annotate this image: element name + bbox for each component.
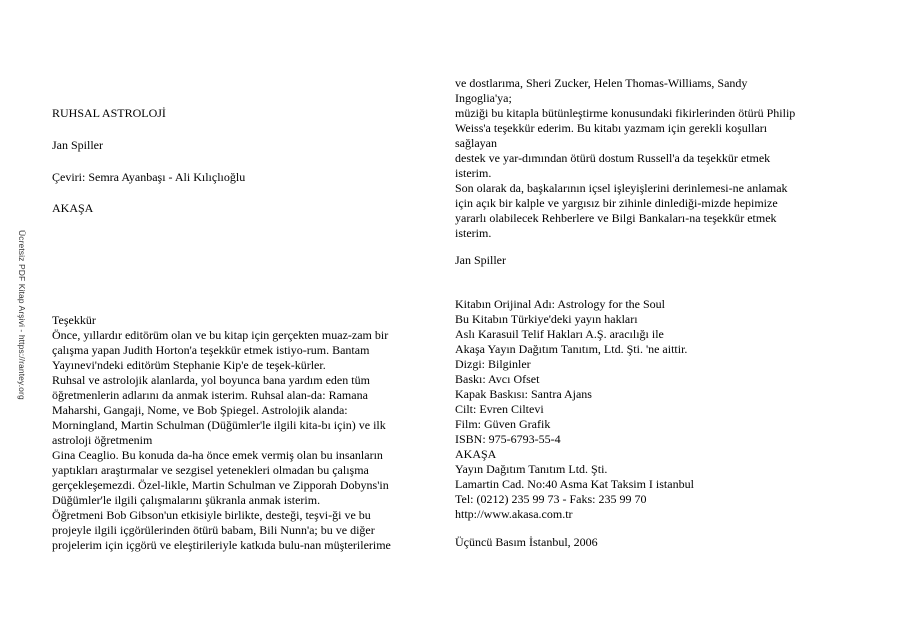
colophon-line: Aslı Karasuil Telif Hakları A.Ş. aracılığı ile — [455, 327, 664, 341]
colophon-line: Yayın Dağıtım Tanıtım Ltd. Şti. — [455, 462, 608, 476]
colophon-line: Baskı: Avcı Ofset — [455, 372, 540, 386]
website-url: http://www.akasa.com.tr — [455, 507, 573, 521]
acknowledgement-heading: Teşekkür — [52, 313, 96, 327]
text-line: projelerim için içgörü ve eleştirileriyle katkıda bulu-nan müşterilerime — [52, 538, 391, 552]
colophon-line: Bu Kitabın Türkiye'deki yayın hakları — [455, 312, 638, 326]
text-line: Önce, yıllardır editörüm olan ve bu kitap için gerçekten muaz-zam bir — [52, 328, 389, 342]
colophon-line: AKAŞA — [455, 447, 497, 461]
text-line: Öğretmeni Bob Gibson'un etkisiyle birlikte, desteği, teşvi-ği ve bu — [52, 508, 371, 522]
text-line: Gina Ceaglio. Bu konuda da-ha önce emek vermiş olan bu insanların — [52, 448, 383, 462]
colophon-line: Dizgi: Bilginler — [455, 357, 531, 371]
watermark-text: Ücretsiz PDF Kitap Arşivi - https://rantey.org — [17, 230, 27, 400]
text-line: Weiss'a teşekkür ederim. Bu kitabı yazmam için gerekli koşulları — [455, 121, 768, 135]
colophon — [455, 297, 694, 522]
text-line: yararlı olabilecek Rehberlere ve Bilgi Bankaları-na teşekkür etmek — [455, 211, 777, 225]
text-line: öğretmenlerin adlarını da anmak isterim. Ruhsal alan-da: Ramana — [52, 388, 368, 402]
text-line: Morningland, Martin Schulman (Düğümler'le ilgili kita-bı için) ve ilk — [52, 418, 386, 432]
colophon-line: ISBN: 975-6793-55-4 — [455, 432, 561, 446]
text-line: sağlayan — [455, 136, 497, 150]
author-name: Jan Spiller — [52, 138, 103, 152]
text-line: Ruhsal ve astrolojik alanlarda, yol boyunca bana yardım eden tüm — [52, 373, 370, 387]
colophon-line: Tel: (0212) 235 99 73 - Faks: 235 99 70 — [455, 492, 647, 506]
text-line: Düğümler'le ilgili çalışmalarını şükranla anmak isterim. — [52, 493, 321, 507]
text-line: çalışma yapan Judith Horton'a teşekkür etmek istiyo-rum. Bantam — [52, 343, 370, 357]
colophon-line: Akaşa Yayın Dağıtım Tanıtım, Ltd. Şti. 'ne aittir. — [455, 342, 688, 356]
translators: Çeviri: Semra Ayanbaşı - Ali Kılıçlıoğlu — [52, 170, 246, 184]
colophon-line: Kitabın Orijinal Adı: Astrology for the Soul — [455, 297, 665, 311]
colophon-line: Lamartin Cad. No:40 Asma Kat Taksim I istanbul — [455, 477, 694, 491]
signature: Jan Spiller — [455, 253, 506, 267]
text-line: isterim. — [455, 226, 492, 240]
text-line: için açık bir kalple ve yargısız bir zihinle dinlediği-mizde hepimize — [455, 196, 778, 210]
text-line: isterim. — [455, 166, 492, 180]
text-line: gerçekleşemezdi. Özel-likle, Martin Schulman ve Zipporah Dobyns'in — [52, 478, 389, 492]
text-line: yaptıkları araştırmalar ve sezgisel yetenekleri olmadan bu çalışma — [52, 463, 369, 477]
colophon-line: Film: Güven Grafik — [455, 417, 551, 431]
text-line: destek ve yar-dımından ötürü dostum Russell'a da teşekkür etmek — [455, 151, 771, 165]
text-line: Maharshi, Gangaji, Nome, ve Bob Şpiegel. Astrolojik alanda: — [52, 403, 348, 417]
colophon-line: Kapak Baskısı: Santra Ajans — [455, 387, 592, 401]
text-line: ve dostlarıma, Sheri Zucker, Helen Thomas-Williams, Sandy — [455, 76, 748, 90]
colophon-line: Cilt: Evren Ciltevi — [455, 402, 544, 416]
text-line: Son olarak da, başkalarının içsel işleyişlerini derinlemesi-ne anlamak — [455, 181, 788, 195]
text-line: projeyle ilgili içgörülerinden ötürü babam, Bili Nunn'a; bu ve diğer — [52, 523, 375, 537]
edition-info: Üçüncü Basım İstanbul, 2006 — [455, 535, 598, 549]
text-line: astroloji öğretmenim — [52, 433, 153, 447]
text-line: Ingoglia'ya; — [455, 91, 512, 105]
right-page — [450, 0, 900, 637]
acknowledgement-continued — [455, 76, 795, 241]
text-line: Yayınevi'ndeki editörüm Stephanie Kip'e de teşek-kürler. — [52, 358, 326, 372]
book-title: RUHSAL ASTROLOJİ — [52, 106, 166, 120]
acknowledgement-text — [52, 328, 391, 553]
publisher-name: AKAŞA — [52, 201, 94, 215]
text-line: müziği bu kitapla bütünleştirme konusundaki fikirlerinden ötürü Philip — [455, 106, 796, 120]
